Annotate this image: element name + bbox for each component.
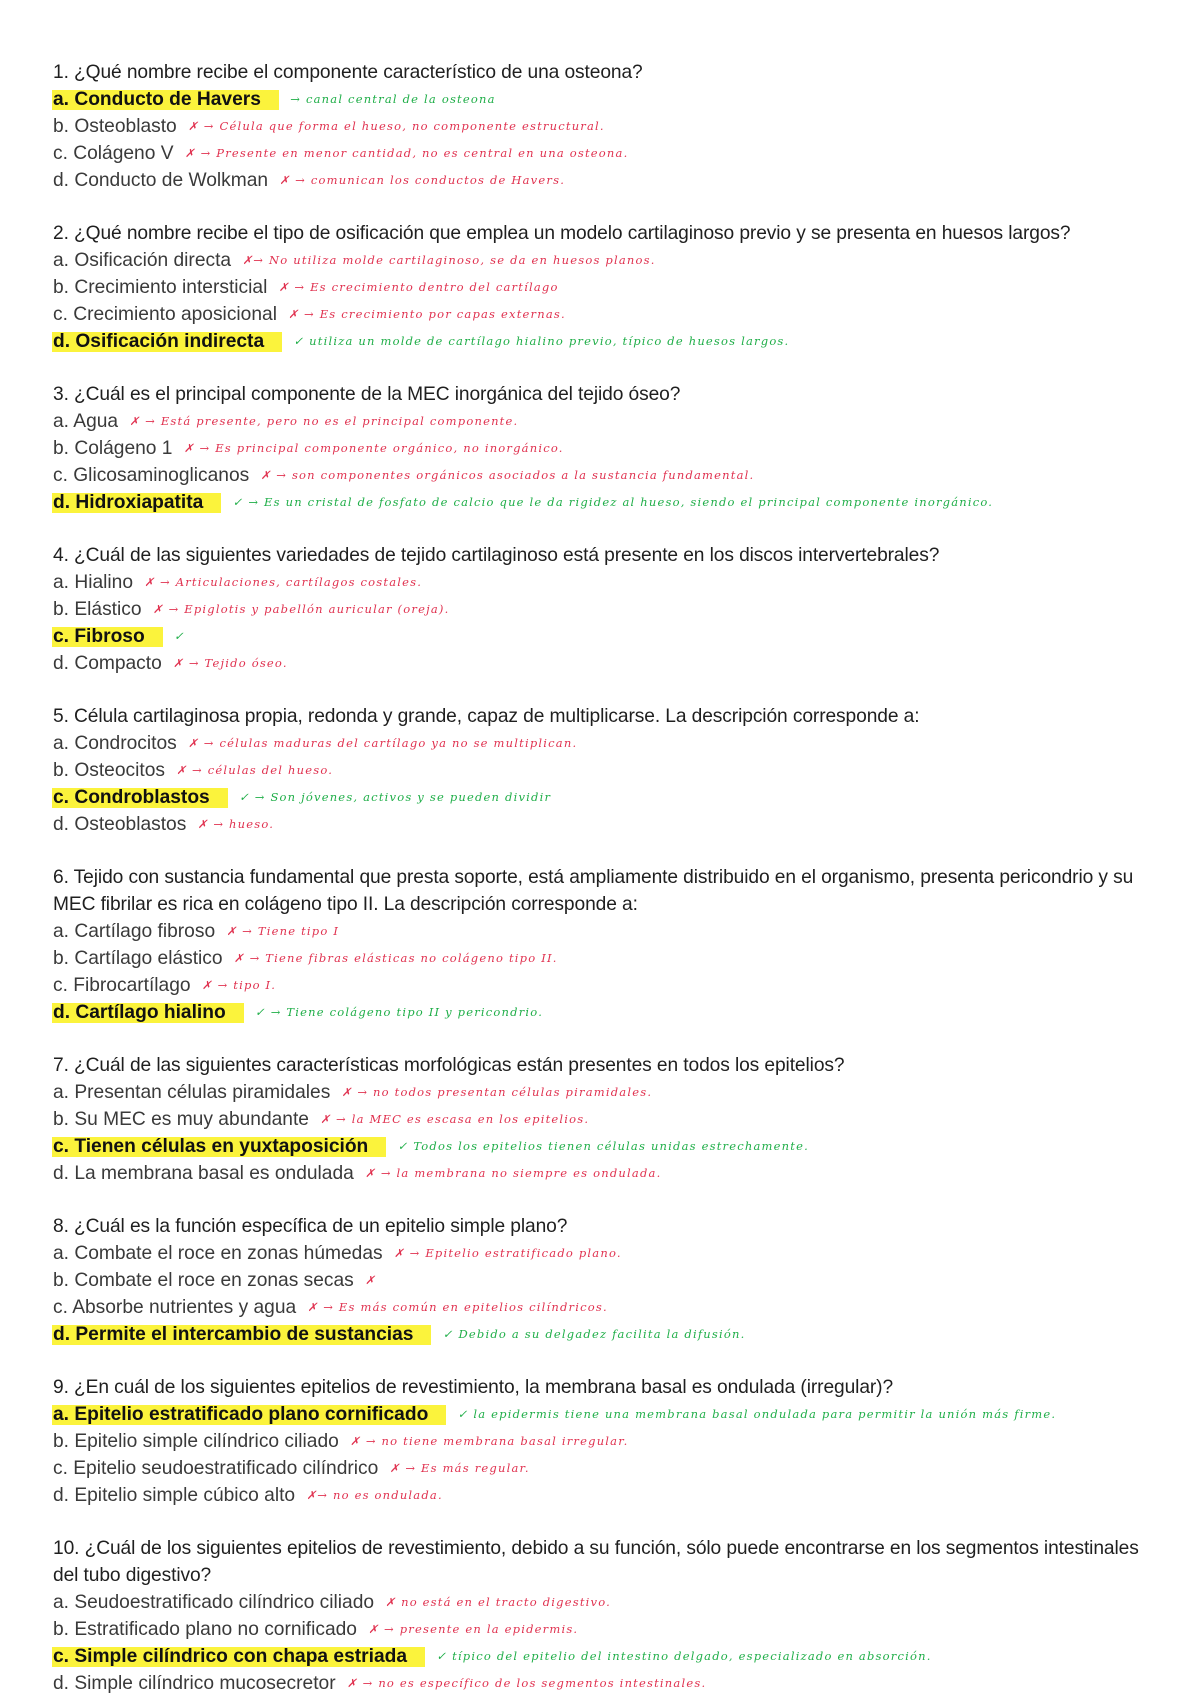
handwritten-note: ✗ → células maduras del cartílago ya no se multiplican.: [188, 736, 578, 750]
option-list: [53, 918, 1160, 1026]
option-list: [53, 569, 1160, 677]
answer-option: [53, 1079, 1160, 1106]
answer-option-correct: [53, 1401, 1160, 1428]
handwritten-note: ✓ Debido a su delgadez facilita la difusión.: [442, 1327, 746, 1341]
handwritten-note: ✗→ no es ondulada.: [306, 1488, 443, 1502]
question-text: 2. ¿Qué nombre recibe el tipo de osificación que emplea un modelo cartilaginoso previo y se presenta en huesos largos?: [53, 223, 1071, 244]
option-text: c. Fibroso: [52, 627, 163, 647]
question-text: 4. ¿Cuál de las siguientes variedades de tejido cartilaginoso está presente en los discos intervertebrales?: [53, 545, 940, 566]
answer-option: [53, 301, 1160, 328]
option-text: d. Cartílago hialino: [52, 1003, 244, 1023]
option-text: d. Epitelio simple cúbico alto: [53, 1485, 296, 1506]
answer-option: [53, 1616, 1160, 1643]
question-text: 5. Célula cartilaginosa propia, redonda y grande, capaz de multiplicarse. La descripción corresponde a:: [53, 706, 920, 727]
handwritten-note: ✗ → no tiene membrana basal irregular.: [350, 1434, 629, 1448]
answer-option: [53, 569, 1160, 596]
answer-option: [53, 1482, 1160, 1509]
handwritten-note: ✗ → son componentes orgánicos asociados a la sustancia fundamental.: [260, 468, 755, 482]
answer-option-correct: [53, 784, 1160, 811]
answer-option-correct: [53, 1321, 1160, 1348]
answer-option: [53, 247, 1160, 274]
handwritten-note: ✗ → Es crecimiento dentro del cartílago: [278, 280, 559, 294]
option-text: d. Osteoblastos: [53, 814, 187, 835]
option-text: a. Combate el roce en zonas húmedas: [53, 1243, 383, 1264]
handwritten-note: ✗ → tipo I.: [201, 978, 277, 992]
answer-option: [53, 650, 1160, 677]
option-list: [53, 86, 1160, 194]
answer-option-correct: [53, 1133, 1160, 1160]
option-text: b. Estratificado plano no cornificado: [53, 1619, 357, 1640]
question-text: 8. ¿Cuál es la función específica de un epitelio simple plano?: [53, 1216, 568, 1237]
answer-option: [53, 140, 1160, 167]
handwritten-note: ✗ → Tejido óseo.: [173, 656, 288, 670]
handwritten-note: ✗ → Es principal componente orgánico, no inorgánico.: [183, 441, 564, 455]
answer-option: [53, 113, 1160, 140]
option-text: b. Epitelio simple cilíndrico ciliado: [53, 1431, 339, 1452]
handwritten-note: ✗ → Está presente, pero no es el principal componente.: [129, 414, 519, 428]
option-text: c. Tienen células en yuxtaposición: [52, 1137, 386, 1157]
handwritten-note: ✗ no está en el tracto digestivo.: [385, 1595, 612, 1609]
answer-option-correct: [53, 328, 1160, 355]
option-list: [53, 1589, 1160, 1697]
option-text: b. Osteoblasto: [53, 116, 177, 137]
answer-option: [53, 1240, 1160, 1267]
option-text: d. Simple cilíndrico mucosecretor: [53, 1673, 336, 1694]
answer-option: [53, 918, 1160, 945]
option-text: a. Condrocitos: [53, 733, 177, 754]
handwritten-note: ✓: [174, 629, 185, 643]
question-text: 1. ¿Qué nombre recibe el componente característico de una osteona?: [53, 62, 643, 83]
option-text: c. Absorbe nutrientes y agua: [53, 1297, 297, 1318]
answer-option: [53, 274, 1160, 301]
question-block: [53, 1213, 1160, 1348]
handwritten-note: ✗ → la membrana no siempre es ondulada.: [365, 1166, 662, 1180]
option-text: b. Osteocitos: [53, 760, 165, 781]
answer-option-correct: [53, 86, 1160, 113]
answer-option-correct: [53, 999, 1160, 1026]
option-text: b. Colágeno 1: [53, 438, 173, 459]
answer-option: [53, 1670, 1160, 1697]
option-text: a. Epitelio estratificado plano cornificado: [52, 1405, 446, 1425]
question-block: [53, 1535, 1160, 1697]
handwritten-note: → canal central de la osteona: [290, 92, 496, 106]
handwritten-note: ✗ → la MEC es escasa en los epitelios.: [320, 1112, 590, 1126]
handwritten-note: ✗ → Es más regular.: [389, 1461, 530, 1475]
handwritten-note: ✓ típico del epitelio del intestino delgado, especializado en absorción.: [436, 1649, 932, 1663]
handwritten-note: ✗ → células del hueso.: [176, 763, 334, 777]
question-text: 7. ¿Cuál de las siguientes características morfológicas están presentes en todos los epitelios?: [53, 1055, 845, 1076]
option-text: b. Combate el roce en zonas secas: [53, 1270, 354, 1291]
answer-option: [53, 1294, 1160, 1321]
option-list: [53, 1240, 1160, 1348]
option-list: [53, 247, 1160, 355]
question-text: 9. ¿En cuál de los siguientes epitelios de revestimiento, la membrana basal es ondulada (irregular)?: [53, 1377, 894, 1398]
question-list: [53, 59, 1160, 1697]
option-text: d. Permite el intercambio de sustancias: [52, 1325, 431, 1345]
handwritten-note: ✗ → Tiene fibras elásticas no colágeno tipo II.: [233, 951, 558, 965]
option-text: a. Hialino: [53, 572, 133, 593]
handwritten-note: ✗ → no es específico de los segmentos intestinales.: [346, 1676, 707, 1690]
answer-option: [53, 435, 1160, 462]
answer-option: [53, 408, 1160, 435]
option-text: c. Glicosaminoglicanos: [53, 465, 250, 486]
handwritten-note: ✓ → Son jóvenes, activos y se pueden dividir: [239, 790, 552, 804]
handwritten-note: ✗ → Presente en menor cantidad, no es central en una osteona.: [184, 146, 629, 160]
option-text: c. Fibrocartílago: [53, 975, 191, 996]
option-list: [53, 730, 1160, 838]
handwritten-note: ✗→ No utiliza molde cartilaginoso, se da en huesos planos.: [242, 253, 656, 267]
answer-option: [53, 1267, 1160, 1294]
answer-option: [53, 730, 1160, 757]
answer-option: [53, 1455, 1160, 1482]
option-text: a. Presentan células piramidales: [53, 1082, 331, 1103]
answer-option-correct: [53, 1643, 1160, 1670]
handwritten-note: ✗ → Epiglotis y pabellón auricular (oreja).: [152, 602, 450, 616]
option-text: b. Cartílago elástico: [53, 948, 223, 969]
option-text: b. Crecimiento intersticial: [53, 277, 268, 298]
handwritten-note: ✗ → Es crecimiento por capas externas.: [288, 307, 566, 321]
answer-option: [53, 167, 1160, 194]
option-text: d. Compacto: [53, 653, 162, 674]
option-text: c. Crecimiento aposicional: [53, 304, 277, 325]
question-text: 6. Tejido con sustancia fundamental que presta soporte, está ampliamente distribuido en el organismo, presenta pericondrio y su MEC fibrilar es rica en colágeno tipo II. La descripción corresponde a:: [53, 867, 1134, 915]
handwritten-note: ✗ → Es más común en epitelios cilíndricos.: [307, 1300, 608, 1314]
handwritten-note: ✗ → Articulaciones, cartílagos costales.: [144, 575, 423, 589]
handwritten-note: ✗ → hueso.: [197, 817, 275, 831]
option-list: [53, 1079, 1160, 1187]
question-block: [53, 703, 1160, 838]
handwritten-note: ✗ → presente en la epidermis.: [368, 1622, 579, 1636]
answer-option-correct: [53, 489, 1160, 516]
option-text: a. Seudoestratificado cilíndrico ciliado: [53, 1592, 375, 1613]
option-text: c. Colágeno V: [53, 143, 174, 164]
answer-option: [53, 972, 1160, 999]
handwritten-note: ✗ → no todos presentan células piramidales.: [341, 1085, 653, 1099]
handwritten-note: ✗ → Célula que forma el hueso, no componente estructural.: [188, 119, 605, 133]
option-list: [53, 1401, 1160, 1509]
handwritten-note: ✓ utiliza un molde de cartílago hialino previo, típico de huesos largos.: [293, 334, 790, 348]
question-block: [53, 542, 1160, 677]
question-block: [53, 864, 1160, 1026]
handwritten-note: ✓ → Tiene colágeno tipo II y pericondrio.: [255, 1005, 544, 1019]
option-text: c. Simple cilíndrico con chapa estriada: [52, 1647, 425, 1667]
question-block: [53, 1052, 1160, 1187]
handwritten-note: ✗: [365, 1273, 376, 1287]
answer-option: [53, 811, 1160, 838]
answer-option: [53, 1589, 1160, 1616]
option-text: a. Agua: [53, 411, 119, 432]
handwritten-note: ✓ → Es un cristal de fosfato de calcio que le da rigidez al hueso, siendo el principal componente inorgánico.: [232, 495, 994, 509]
question-block: [53, 59, 1160, 194]
option-text: d. Osificación indirecta: [52, 332, 282, 352]
option-list: [53, 408, 1160, 516]
option-text: a. Osificación directa: [53, 250, 232, 271]
question-block: [53, 220, 1160, 355]
answer-option: [53, 1160, 1160, 1187]
answer-option-correct: [53, 623, 1160, 650]
option-text: a. Conducto de Havers: [52, 90, 279, 110]
handwritten-note: ✓ Todos los epitelios tienen células unidas estrechamente.: [397, 1139, 809, 1153]
option-text: b. Elástico: [53, 599, 142, 620]
option-text: d. Conducto de Wolkman: [53, 170, 269, 191]
question-text: 3. ¿Cuál es el principal componente de la MEC inorgánica del tejido óseo?: [53, 384, 681, 405]
answer-option: [53, 1106, 1160, 1133]
option-text: d. La membrana basal es ondulada: [53, 1163, 354, 1184]
option-text: d. Hidroxiapatita: [52, 493, 221, 513]
handwritten-note: ✓ la epidermis tiene una membrana basal ondulada para permitir la unión más firme.: [457, 1407, 1057, 1421]
handwritten-note: ✗ → Tiene tipo I: [226, 924, 340, 938]
answer-option: [53, 945, 1160, 972]
option-text: c. Condroblastos: [52, 788, 228, 808]
option-text: a. Cartílago fibroso: [53, 921, 216, 942]
answer-option: [53, 757, 1160, 784]
handwritten-note: ✗ → Epitelio estratificado plano.: [393, 1246, 622, 1260]
answer-option: [53, 462, 1160, 489]
handwritten-note: ✗ → comunican los conductos de Havers.: [279, 173, 566, 187]
question-block: [53, 381, 1160, 516]
answer-option: [53, 596, 1160, 623]
question-block: [53, 1374, 1160, 1509]
option-text: b. Su MEC es muy abundante: [53, 1109, 309, 1130]
option-text: c. Epitelio seudoestratificado cilíndrico: [53, 1458, 379, 1479]
answer-option: [53, 1428, 1160, 1455]
question-text: 10. ¿Cuál de los siguientes epitelios de revestimiento, debido a su función, sólo puede encontrarse en los segmentos intestinales del tubo digestivo?: [53, 1538, 1139, 1586]
